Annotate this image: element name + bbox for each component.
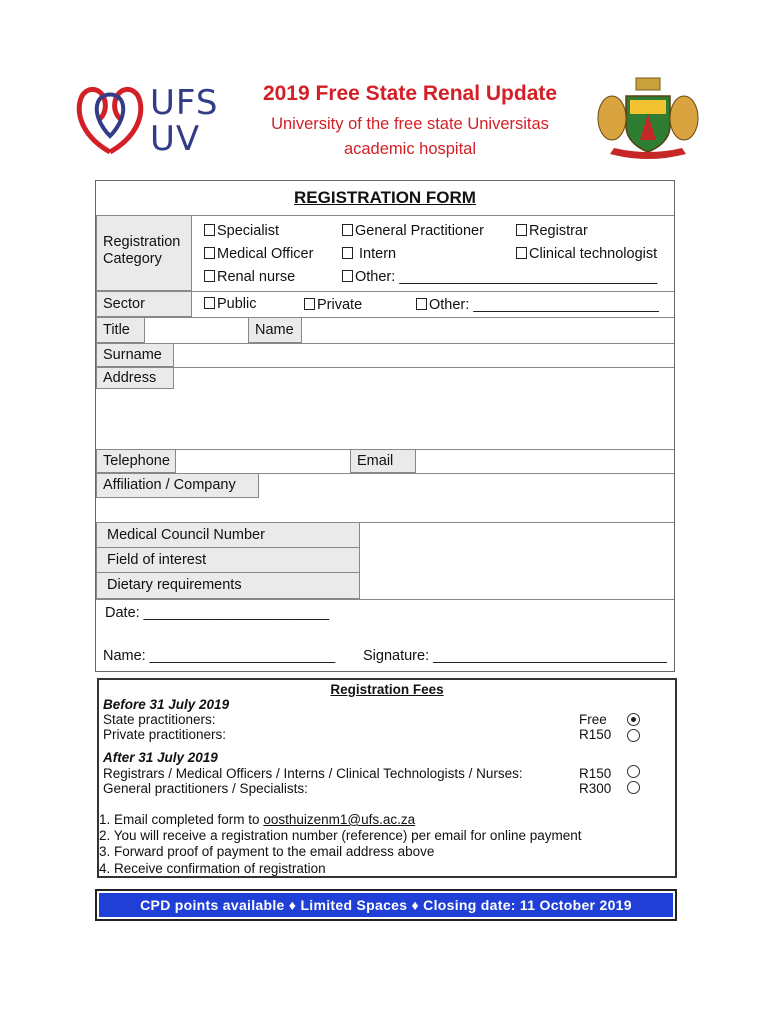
sector-other[interactable]: [416, 297, 659, 313]
cpd-banner: [95, 889, 677, 921]
fees-before-title: Before 31 July 2019: [103, 697, 230, 712]
checkbox-icon[interactable]: [204, 224, 215, 236]
option-label: Medical Officer: [217, 246, 314, 262]
checkbox-icon[interactable]: [516, 247, 527, 259]
dietary-requirements-label: Dietary requirements: [96, 572, 360, 599]
subtitle-line-1: University of the free state Universitas: [271, 115, 549, 133]
category-clinical-technologist[interactable]: [516, 246, 657, 262]
fees-after-title: After 31 July 2019: [103, 750, 218, 765]
cpd-banner-text: CPD points available ♦ Limited Spaces ♦ Closing date: 11 October 2019: [99, 893, 673, 917]
logo-text-uv: UV: [150, 119, 201, 159]
step-2: 2. You will receive a registration number (reference) per email for online payment: [99, 828, 582, 843]
logo-text-ufs: UFS: [150, 83, 219, 123]
surname-field[interactable]: [175, 344, 673, 366]
registration-fees: [97, 678, 677, 878]
page-subtitle: [235, 112, 585, 162]
signature-line[interactable]: Signature: _____________________________: [363, 648, 667, 664]
title-field[interactable]: [146, 318, 248, 342]
fee-price: R150: [579, 766, 612, 781]
option-label: General Practitioner: [355, 223, 484, 239]
ufs-logo: [70, 80, 230, 160]
step-4: 4. Receive confirmation of registration: [99, 861, 326, 876]
email-label: Email: [350, 449, 416, 473]
fee-radio-gp-r300[interactable]: [627, 781, 640, 794]
category-label-line-2: Category: [103, 251, 162, 267]
registration-form: [95, 180, 675, 672]
fee-price: R300: [579, 781, 612, 796]
fee-price: Free: [579, 712, 607, 727]
title-label: Title: [96, 317, 145, 343]
category-renal-nurse[interactable]: [204, 269, 295, 285]
medical-council-label: Medical Council Number: [96, 522, 360, 548]
contact-email-link[interactable]: oosthuizenm1@ufs.ac.za: [263, 812, 416, 827]
fee-row-label: Private practitioners:: [103, 727, 227, 742]
checkbox-icon[interactable]: [342, 270, 353, 282]
option-label: Private: [317, 297, 363, 313]
form-heading: REGISTRATION FORM: [294, 188, 476, 207]
medical-council-field[interactable]: [361, 523, 673, 547]
option-label: Renal nurse: [217, 269, 296, 285]
category-label-line-1: Registration: [103, 234, 181, 250]
checkbox-icon[interactable]: [204, 270, 215, 282]
field-of-interest-field[interactable]: [361, 548, 673, 572]
free-state-crest: [588, 74, 708, 164]
category-intern[interactable]: [342, 246, 396, 262]
option-label: Clinical technologist: [529, 246, 658, 262]
name-line[interactable]: Name: _______________________: [103, 648, 336, 664]
option-label: Specialist: [217, 223, 280, 239]
category-registrar[interactable]: [516, 223, 588, 239]
name-label: Name: [248, 317, 302, 343]
category-general-practitioner[interactable]: [342, 223, 484, 239]
sector-public[interactable]: [204, 296, 257, 312]
fees-heading: Registration Fees: [330, 682, 444, 697]
telephone-label: Telephone: [96, 449, 176, 473]
checkbox-icon[interactable]: [342, 224, 353, 236]
telephone-field[interactable]: [177, 450, 349, 472]
step-text: 1. Email completed form to: [99, 812, 260, 827]
coat-of-arms-icon: [588, 74, 708, 164]
date-line[interactable]: Date: _______________________: [105, 605, 330, 621]
address-field[interactable]: [175, 368, 673, 448]
name-field[interactable]: [303, 318, 673, 342]
fee-row-label: Registrars / Medical Officers / Interns / Clinical Technologists / Nurses:: [103, 766, 523, 781]
fee-row-label: State practitioners:: [103, 712, 216, 727]
step-3: 3. Forward proof of payment to the email address above: [99, 844, 435, 859]
option-label: Other: _______________________: [429, 297, 659, 313]
option-label: Intern: [359, 246, 397, 262]
fee-row-label: General practitioners / Specialists:: [103, 781, 308, 796]
option-label: Public: [217, 296, 257, 312]
category-medical-officer[interactable]: [204, 246, 313, 262]
option-label: Registrar: [529, 223, 588, 239]
fee-radio-state-free[interactable]: [627, 713, 640, 726]
checkbox-icon[interactable]: [516, 224, 527, 236]
dietary-requirements-field[interactable]: [361, 573, 673, 598]
checkbox-icon[interactable]: [204, 247, 215, 259]
checkbox-icon[interactable]: [204, 297, 215, 309]
checkbox-icon[interactable]: [342, 247, 353, 259]
registration-category-label: [96, 215, 192, 291]
fee-radio-registrars-r150[interactable]: [627, 765, 640, 778]
affiliation-field[interactable]: [260, 474, 673, 520]
checkbox-icon[interactable]: [416, 298, 427, 310]
subtitle-line-2: academic hospital: [343, 140, 477, 158]
sector-private[interactable]: [304, 297, 362, 313]
field-of-interest-label: Field of interest: [96, 547, 360, 573]
ufs-emblem-icon: [70, 80, 150, 160]
step-1: [99, 812, 415, 827]
category-specialist[interactable]: [204, 223, 279, 239]
fee-price: R150: [579, 727, 612, 742]
address-label: Address: [96, 367, 174, 389]
option-label: Other: ________________________________: [355, 269, 658, 285]
email-field[interactable]: [417, 450, 673, 472]
page-title: 2019 Free State Renal Update: [262, 82, 558, 105]
category-other[interactable]: [342, 269, 657, 285]
surname-label: Surname: [96, 343, 174, 367]
sector-label: Sector: [96, 291, 192, 317]
fee-radio-private-r150[interactable]: [627, 729, 640, 742]
affiliation-label: Affiliation / Company: [96, 473, 259, 498]
checkbox-icon[interactable]: [304, 298, 315, 310]
